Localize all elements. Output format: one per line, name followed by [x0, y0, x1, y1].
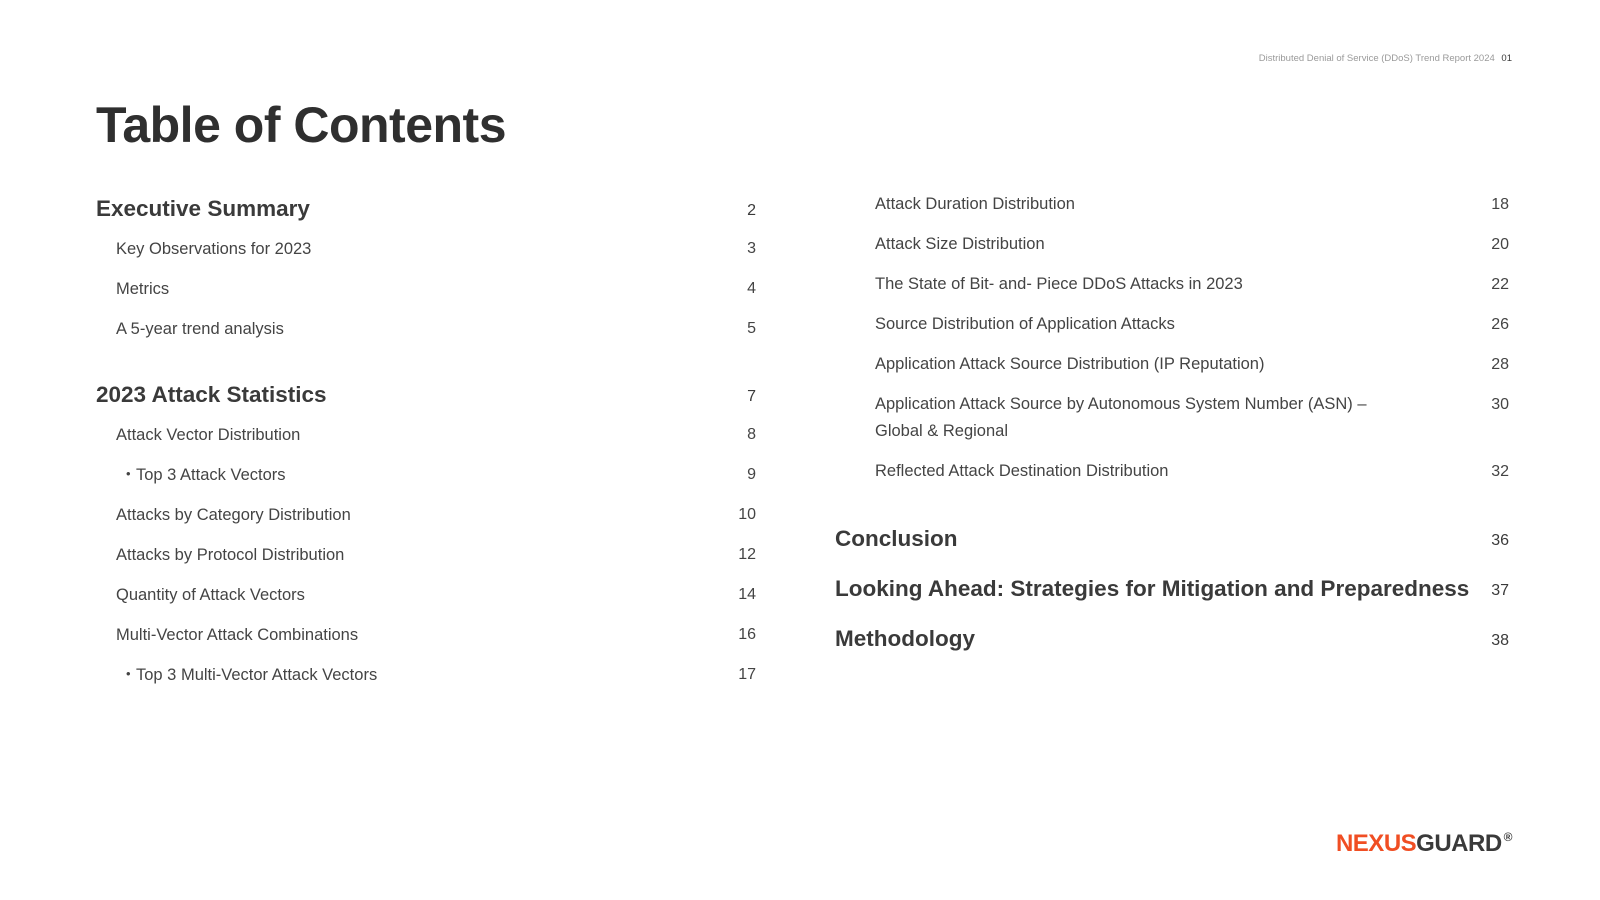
toc-label: Quantity of Attack Vectors	[116, 586, 305, 604]
toc-page: 32	[1491, 463, 1509, 480]
toc-label: Application Attack Source Distribution (IP Reputation)	[875, 355, 1265, 373]
page-number: 01	[1501, 53, 1512, 64]
page-title: Table of Contents	[96, 97, 507, 153]
toc-page: 36	[1491, 532, 1509, 549]
toc-label: Metrics	[116, 280, 170, 298]
toc-label: 2023 Attack Statistics	[96, 382, 327, 407]
toc-page: 16	[738, 626, 756, 643]
toc-label: Attack Duration Distribution	[875, 195, 1075, 213]
toc-page: 7	[747, 388, 756, 405]
toc-page: 26	[1491, 316, 1509, 333]
toc-label: Source Distribution of Application Attacks	[875, 315, 1175, 333]
logo-part-1: NEXUS	[1335, 830, 1417, 857]
toc-label: Executive Summary	[96, 196, 310, 221]
toc-page: 14	[738, 586, 756, 603]
toc-page: 18	[1491, 196, 1509, 213]
toc-page: 10	[738, 506, 756, 523]
toc-label: The State of Bit- and- Piece DDoS Attacks in 2023	[875, 275, 1243, 293]
toc-label: Methodology	[835, 626, 975, 651]
toc-page: 37	[1491, 582, 1509, 599]
toc-label: Looking Ahead: Strategies for Mitigation and Preparedness	[835, 576, 1470, 601]
toc-page: 30	[1491, 396, 1509, 413]
toc-label: Attacks by Category Distribution	[116, 506, 351, 524]
nexusguard-logo	[1336, 830, 1512, 858]
toc-label: Attack Size Distribution	[875, 235, 1045, 253]
toc-label: Top 3 Attack Vectors	[136, 466, 286, 484]
bullet-icon: •	[126, 466, 131, 481]
logo-part-2: GUARD	[1416, 830, 1502, 857]
toc-label: A 5-year trend analysis	[116, 320, 284, 338]
toc-page: 3	[747, 240, 756, 257]
bullet-icon: •	[126, 666, 131, 681]
toc-label: Reflected Attack Destination Distribution	[875, 462, 1169, 480]
toc-label: Attack Vector Distribution	[116, 426, 301, 444]
toc-label: Key Observations for 2023	[116, 240, 312, 258]
toc-page: 38	[1491, 632, 1509, 649]
toc-page: 8	[747, 426, 756, 443]
toc-page: 9	[747, 466, 756, 483]
toc-page: 28	[1491, 356, 1509, 373]
toc-page: 17	[738, 666, 756, 683]
toc-label: Conclusion	[835, 526, 958, 551]
toc-label: Attacks by Protocol Distribution	[116, 546, 345, 564]
toc-label: Application Attack Source by Autonomous System Number (ASN) – Global & Regional	[875, 395, 1367, 440]
running-header	[1259, 53, 1512, 64]
toc-page: 22	[1491, 276, 1509, 293]
report-title: Distributed Denial of Service (DDoS) Trend Report 2024	[1258, 53, 1495, 64]
toc-page: 2	[747, 202, 756, 219]
toc-page: 4	[747, 280, 756, 297]
toc-page: 20	[1491, 236, 1509, 253]
toc-label: Multi-Vector Attack Combinations	[116, 626, 359, 644]
toc-page: 5	[747, 320, 756, 337]
registered-mark: ®	[1503, 830, 1512, 844]
toc-label: Top 3 Multi-Vector Attack Vectors	[136, 666, 378, 684]
toc-page: 12	[738, 546, 756, 563]
